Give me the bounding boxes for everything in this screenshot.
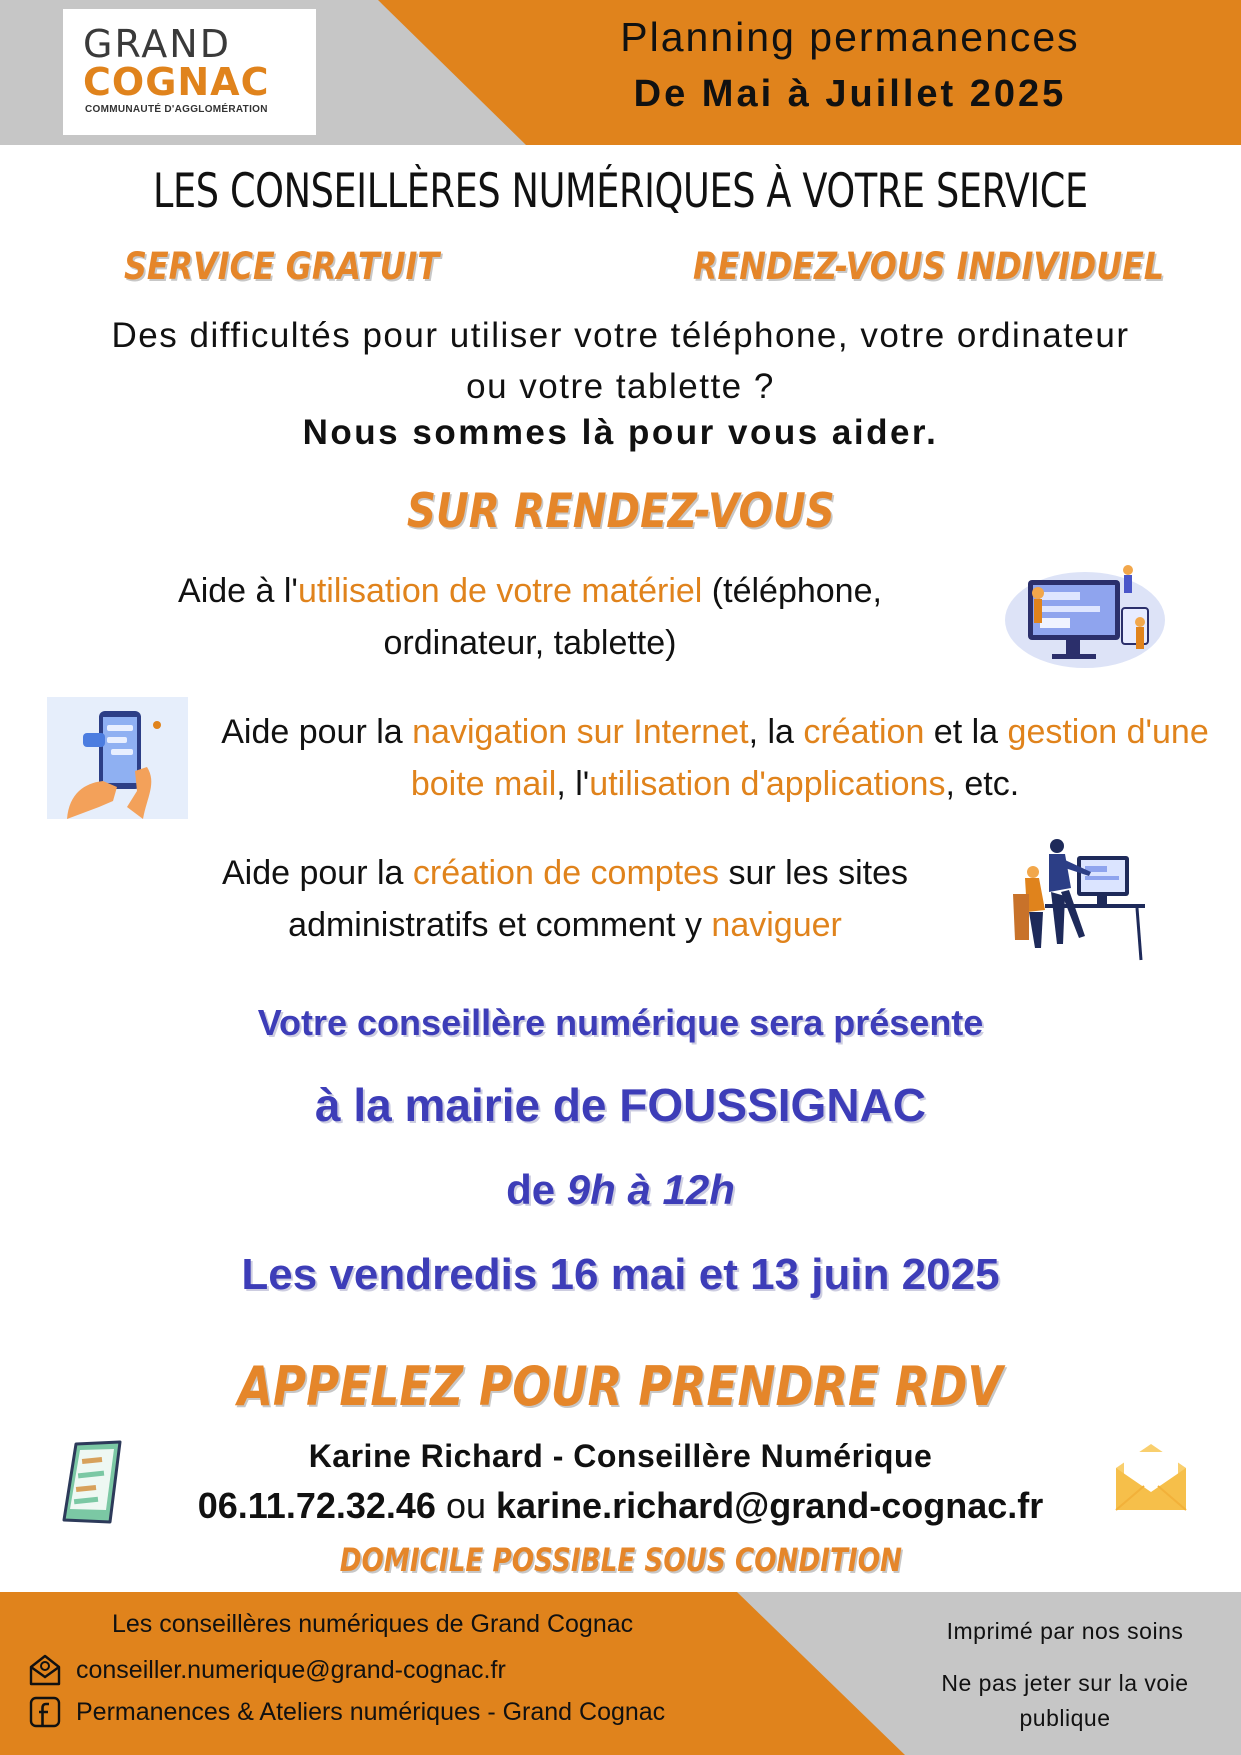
help-text: Aide pour la bbox=[221, 713, 413, 751]
header-subtitle: De Mai à Juillet 2025 bbox=[633, 73, 1067, 115]
help-highlight: utilisation de votre matériel bbox=[297, 572, 703, 610]
footer-facebook-page[interactable]: Permanences & Ateliers numériques - Grand Cognac bbox=[76, 1697, 666, 1726]
facebook-icon bbox=[28, 1695, 62, 1729]
grand-cognac-logo bbox=[63, 9, 316, 135]
logo-text-subtitle: COMMUNAUTÉ D'AGGLOMÉRATION bbox=[85, 104, 268, 115]
call-to-action-text: APPELEZ POUR PRENDRE RDV bbox=[238, 1355, 1003, 1418]
people-at-desk-illustration bbox=[1005, 832, 1155, 962]
presence-hours bbox=[0, 1166, 1241, 1214]
intro-question-line1: Des difficultés pour utiliser votre téléphone, votre ordinateur bbox=[111, 316, 1130, 355]
presence-dates: Les vendredis 16 mai et 13 juin 2025 bbox=[241, 1250, 1000, 1299]
home-visit-note-text: DOMICILE POSSIBLE SOUS CONDITION bbox=[339, 1541, 902, 1579]
do-not-litter-note: Ne pas jeter sur la voie publique bbox=[941, 1670, 1189, 1731]
help-text: sur les sites administratifs et comment y bbox=[288, 854, 909, 944]
help-text: , etc. bbox=[945, 765, 1020, 803]
appointment-title-text: SUR RENDEZ-VOUS bbox=[406, 484, 835, 539]
presence-hours-value: 9h à 12h bbox=[566, 1166, 735, 1213]
logo-text-grand: GRAND bbox=[83, 22, 231, 66]
help-text: Aide à l' bbox=[178, 572, 298, 610]
printed-note: Imprimé par nos soins bbox=[946, 1618, 1184, 1644]
help-highlight: naviguer bbox=[711, 906, 842, 944]
call-to-action-title bbox=[0, 1355, 1241, 1418]
footer-email[interactable]: conseiller.numerique@grand-cognac.fr bbox=[76, 1655, 506, 1684]
appointment-title bbox=[0, 484, 1241, 539]
help-item-internet-email bbox=[200, 706, 1230, 810]
intro-question-line2: ou votre tablette ? bbox=[466, 367, 775, 406]
contact-separator: ou bbox=[435, 1485, 497, 1526]
header-title: Planning permanences bbox=[620, 14, 1080, 60]
help-text: Aide pour la bbox=[221, 854, 413, 892]
logo-text-cognac: COGNAC bbox=[83, 60, 270, 104]
advisor-email[interactable]: karine.richard@grand-cognac.fr bbox=[496, 1485, 1044, 1526]
tag-free-service: SERVICE GRATUIT bbox=[124, 245, 440, 288]
help-item-device-usage bbox=[100, 565, 960, 669]
advisor-phone[interactable]: 06.11.72.32.46 bbox=[197, 1485, 436, 1526]
help-highlight: utilisation d'applications bbox=[589, 765, 946, 803]
presence-location: à la mairie de FOUSSIGNAC bbox=[315, 1079, 926, 1131]
tag-individual-appointment: RENDEZ-VOUS INDIVIDUEL bbox=[693, 245, 1165, 288]
mail-contact-icon bbox=[28, 1653, 62, 1687]
header-banner bbox=[0, 0, 1241, 145]
phone-hand-illustration bbox=[47, 697, 188, 819]
computer-illustration bbox=[1000, 558, 1170, 673]
footer-email-row[interactable] bbox=[28, 1652, 506, 1688]
envelope-icon bbox=[1112, 1440, 1190, 1515]
contact-details bbox=[0, 1485, 1241, 1527]
home-visit-note bbox=[0, 1541, 1241, 1579]
help-highlight: création bbox=[803, 713, 925, 751]
help-text: , l' bbox=[556, 765, 590, 803]
help-highlight: navigation sur Internet bbox=[412, 713, 749, 751]
presence-intro: Votre conseillère numérique sera présente bbox=[257, 1002, 984, 1043]
help-highlight: création de comptes bbox=[412, 854, 720, 892]
help-text: et la bbox=[924, 713, 1008, 751]
help-text: , la bbox=[748, 713, 804, 751]
main-title: LES CONSEILLÈRES NUMÉRIQUES À VOTRE SERVICE bbox=[152, 164, 1088, 219]
intro-question bbox=[0, 310, 1241, 412]
intro-answer: Nous sommes là pour vous aider. bbox=[302, 413, 939, 452]
footer-banner bbox=[0, 1592, 1241, 1755]
presence-hours-prefix: de bbox=[506, 1166, 567, 1213]
help-item-admin-accounts bbox=[160, 847, 970, 951]
help-highlight: gestion d'une boite mail bbox=[410, 713, 1209, 803]
footer-facebook-row[interactable] bbox=[28, 1694, 665, 1730]
advisor-name: Karine Richard - Conseillère Numérique bbox=[308, 1438, 933, 1474]
footer-title: Les conseillères numériques de Grand Cognac bbox=[112, 1610, 634, 1638]
help-text: (téléphone, ordinateur, tablette) bbox=[383, 572, 882, 662]
